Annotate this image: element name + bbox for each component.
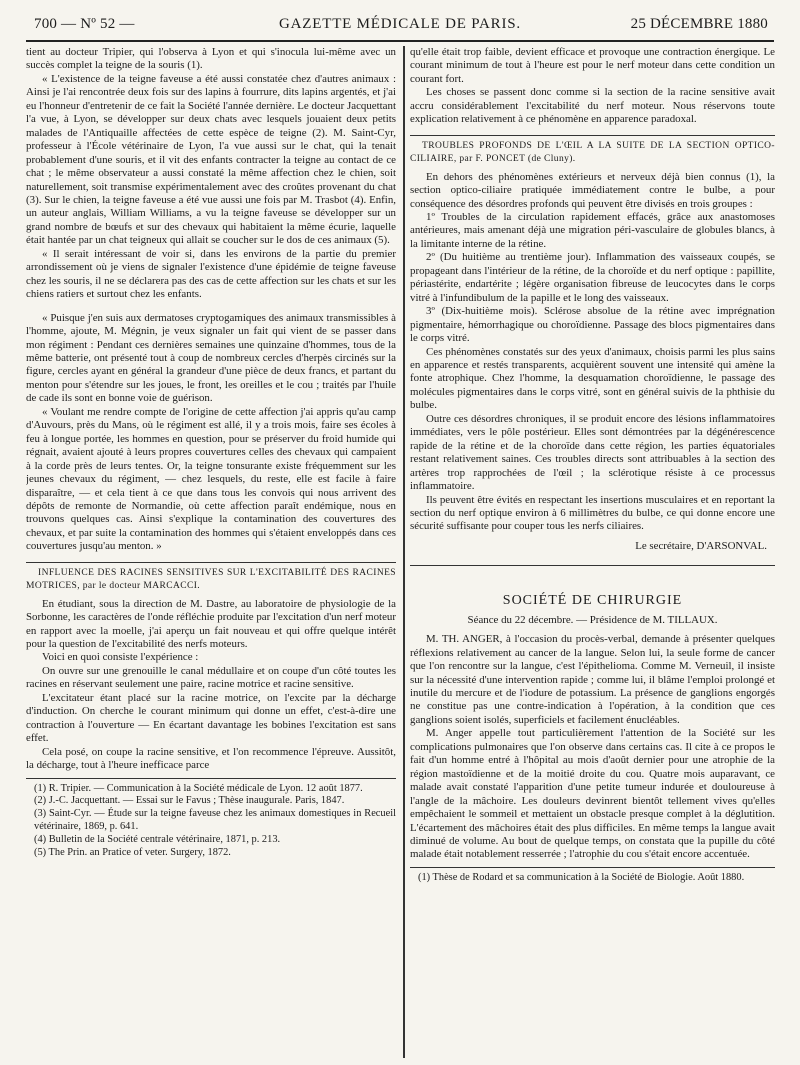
page-header (26, 8, 774, 42)
paragraph: L'excitateur étant placé sur la racine motrice, on l'excite par la décharge d'induction. On cherche le courant minimum qui donne un effet, c'est-à-dire une contraction à l'ouverture — En écartant davantage les bobines l'excitation est sans effet. (26, 691, 396, 745)
section-separator (410, 565, 775, 566)
footnote: (5) The Prin. an Pratice of veter. Surgery, 1872. (34, 847, 231, 859)
paragraph: « Il serait intéressant de voir si, dans les environs de la partie du premier arrondissement où je viens de signaler l'existence d'une épidémie de teigne faveuse chez les souris, il ne se déclarera pas des cas de cette affection sur les chats et sur les chiens ratiers et surtout chez les enfants. (26, 247, 396, 301)
section-title: TROUBLES PROFONDS DE L'ŒIL A LA SUITE DE LA SECTION OPTICO-CILIAIRE, par F. PONCET (de Cluny). (410, 140, 775, 165)
paragraph: « Puisque j'en suis aux dermatoses cryptogamiques des animaux transmissibles à l'homme, ajoute, M. Mégnin, je veux signaler un fait qui vient de se passer dans mon régiment : Pendant ces dernières semaines une quinzaine d'hommes, tous de la même batterie, ont présenté tout à coup de nombreux cercles d'herpès circinés sur la figure, cercles ayant en général la grandeur d'une pièce de deux francs, et partant du menton pour s'étendre sur les joues, le front, les oreilles et le cou ; traités par l'huile de cade ils sont en bonne voie de guérison. (26, 311, 396, 405)
paragraph: 2º (Du huitième au trentième jour). Inflammation des vaisseaux coupés, se propageant dans l'intérieur de la rétine, de la choroïde et du nerf optique : papillite, périastérite, endartérite ; légère organisation fibreuse de leucocytes dans le corps vitré à l'infundibulum de la papille et le long des vaisseaux. (410, 251, 775, 304)
column-divider (403, 46, 405, 1058)
paragraph: M. Anger appelle tout particulièrement l'attention de la Société sur les complications pulmonaires que l'on observe dans certains cas. Il cite à ce propos le fait d'un homme entré à l'hôpital au mois d'août dernier pour une atrophie de la région mastoïdienne et de la moitié droite du cou. Quatre mois auparavant, ce malade avait constaté l'apparition d'une petite tumeur indurée et douloureuse à l'angle de la mâchoire. Les douleurs devinrent bientôt tellement vives qu'elles empêchaient le sommeil et mettaient un obstacle presque complet à la déglutition. L'écartement des mâchoires était des plus difficiles. En même temps la langue avait diminué de volume. Au bout de quelque temps, on constata que la pupille du côté malade était notablement resserrée ; l'atrophie du cou s'était encore accentuée. (410, 727, 775, 861)
paragraph: Outre ces désordres chroniques, il se produit encore des lésions inflammatoires immédiates, vers le pôle postérieur. Elles sont démontrées par la dégénérescence rapide de la rétine et de la choroïde dans cette région, les parties équatoriales restant relativement saines. Ces troubles directs sont attribuables à la section des artères trop rapprochées de l'œil ; la sclérotique résiste à ce processus inflammatoire. (410, 412, 775, 493)
paragraph: Cela posé, on coupe la racine sensitive, et l'on recommence l'épreuve. Aussitôt, la décharge, tout à l'heure inefficace parce (26, 745, 396, 772)
paragraph: On ouvre sur une grenouille le canal médullaire et on coupe d'un côté toutes les racines en réservant seulement une paire, racine motrice et racine sensitive. (26, 664, 396, 691)
paragraph: qu'elle était trop faible, devient efficace et provoque une contraction énergique. Le courant minimum de tout à l'heure est pour le nerf moteur dans cette condition un courant fort. (410, 46, 775, 85)
footnotes (26, 778, 396, 860)
footnote: (3) Saint-Cyr. — Étude sur la teigne faveuse chez les animaux domestiques in Recueil vétérinaire, 1869, p. 641. (34, 808, 396, 833)
footnote: (4) Bulletin de la Société centrale vétérinaire, 1871, p. 213. (34, 834, 281, 846)
footnotes (410, 867, 775, 885)
session-line: Séance du 22 décembre. — Présidence de M. TILLAUX. (467, 613, 718, 626)
paragraph: Ces phénomènes constatés sur des yeux d'animaux, choisis parmi les plus sains en apparence et restés transparents, acquièrent souvent une intensité qui amène la fonte atrophique. Chez l'homme, la desquamation choroïdienne, le passage des molécules pigmentaires dans le corps vitré, sont en général suivis de la phthisie du bulbe. (410, 345, 775, 412)
signature: Le secrétaire, D'ARSONVAL. (635, 539, 767, 552)
paragraph: M. TH. ANGER, à l'occasion du procès-verbal, demande à présenter quelques réflexions relativement au cancer de la langue. Selon lui, la seule forme de cancer que l'on rencontre sur la langue, c'est l'épithelioma. Comme M. Verneuil, il insiste sur la nécessité d'une intervention rapide ; comme lui, il blâme l'emploi prolongé et inutile du mercure et de l'iodure de potassium. La présence de ganglions engorgés ne constitue pas une contre-indication à l'opération, à la condition que ces ganglions soient isolés, superficiels et facilement énucléables. (410, 633, 775, 726)
paragraph: En étudiant, sous la direction de M. Dastre, au laboratoire de physiologie de la Sorbonne, les caractères de l'onde réfléchie produite par l'excitation d'un nerf moteur en rapport avec la moelle, j'ai aperçu un fait nouveau et qui offre quelque intérêt pour la question de l'excitabilité des nerfs moteurs. (26, 597, 396, 651)
paragraph: Voici en quoi consiste l'expérience : (42, 651, 199, 664)
footnote: (1) Thèse de Rodard et sa communication à la Société de Biologie. Août 1880. (418, 871, 745, 883)
issue-date: 25 DÉCEMBRE 1880 (630, 16, 768, 32)
paragraph: 1º Troubles de la circulation rapidement effacés, grâce aux anastomoses antérieures, mais amenant déjà une migration péri-vasculaire de globules blancs, à la limitante interne de la rétine. (410, 210, 775, 250)
section-title: INFLUENCE DES RACINES SENSITIVES SUR L'EXCITABILITÉ DES RACINES MOTRICES, par le docteur MARCACCI. (26, 567, 396, 592)
section-separator (410, 135, 775, 136)
journal-title: GAZETTE MÉDICALE DE PARIS. (279, 16, 521, 32)
page-number: 700 — Nº 52 — (34, 16, 135, 32)
paragraph: Les choses se passent donc comme si la section de la racine sensitive avait accru considérablement l'excitabilité du nerf moteur. Nous réservons toute explication relativement à ce phénomène en apparence paradoxal. (410, 86, 775, 126)
paragraph: « L'existence de la teigne faveuse a été aussi constatée chez d'autres animaux : Ainsi je l'ai rencontrée deux fois sur des lapins à fourrure, dits lapins argentés, et j'ai eu l'honneur d'entretenir de ce fait la Société l'année dernière. Le docteur Jacquettant l'a vue, à Lyon, se développer sur deux chats avec lesquels jouaient deux petits malades de l'Antiquaille affectées de cette espèce de teigne (2). M. Saint-Cyr, professeur à l'École vétérinaire de Lyon, l'a vue aussi sur le chat, qui la tenait probablement d'une souris, et il vit des enfants contracter la teigne au contact de ce chat ; le même observateur a aussi constaté la même affection chez le chien, soit naturellement, soit transmise expérimentalement avec des croûtes provenant du chat (3). Sur le chien, la teigne faveuse a été vue aussi une fois par M. Trasbot (4). Enfin, un auteur anglais, William Williams, a vu la teigne faveuse se développer sur un grand nombre de bœufs et sur des chevaux qui habitaient la même écurie, laquelle était hantée par un chat teigneux qui allait se coucher sur le dos de ces animaux (5). (26, 72, 396, 247)
paragraph: 3º (Dix-huitième mois). Sclérose absolue de la rétine avec imprégnation pigmentaire, hémorrhagique ou choroïdienne. Passage des blocs pigmentaires dans le corps vitré. (410, 305, 775, 345)
paragraph: En dehors des phénomènes extérieurs et nerveux déjà bien connus (1), la section optico-ciliaire pratiquée immédiatement contre le bulbe, a pour conséquence des désordres profonds qui peuvent être divisés en trois groupes : (410, 170, 775, 210)
society-heading: SOCIÉTÉ DE CHIRURGIE (502, 593, 683, 609)
footnote: (2) J.-C. Jacquettant. — Essai sur le Favus ; Thèse inaugurale. Paris, 1847. (34, 795, 345, 807)
footnote: (1) R. Tripier. — Communication à la Société médicale de Lyon. 12 août 1877. (34, 782, 363, 794)
left-column (26, 46, 396, 1056)
paragraph: Ils peuvent être évités en respectant les insertions musculaires et en reportant la section du nerf optique environ à 6 millimètres du bulbe, ce qui donne encore une sécurité suffisante pour couper tous les nerfs ciliaires. (410, 493, 775, 533)
section-separator (26, 562, 396, 563)
right-column (410, 46, 775, 1056)
paragraph: « Voulant me rendre compte de l'origine de cette affection j'ai appris qu'au camp d'Auvours, près du Mans, où le régiment est allé, il y a trois mois, faire ses écoles à feu à longue portée, les hommes en question, pour se préserver du froid humide qui régnait, avaient ajouté à leurs propres couvertures celles des chevaux qui campaient à la corde près de leurs tentes. Or, la teigne tonsurante existe fréquemment sur les jeunes chevaux du régiment, — chez lesquels, du reste, elle est facile à faire disparaître, — et cela tient à ce que dans tous les convois qui nous arrivent des dépôts de remonte de Normandie, où cette affection paraît endémique, nous en trouvons quelques cas. Ainsi s'explique la contamination des couvertures des chevaux, et par suite la contamination des hommes qui s'étaient enveloppés dans ces couvertures jusqu'au menton. » (26, 405, 396, 553)
paragraph: tient au docteur Tripier, qui l'observa à Lyon et qui s'inocula lui-même avec un succès complet la teigne de la souris (1). (26, 46, 396, 72)
